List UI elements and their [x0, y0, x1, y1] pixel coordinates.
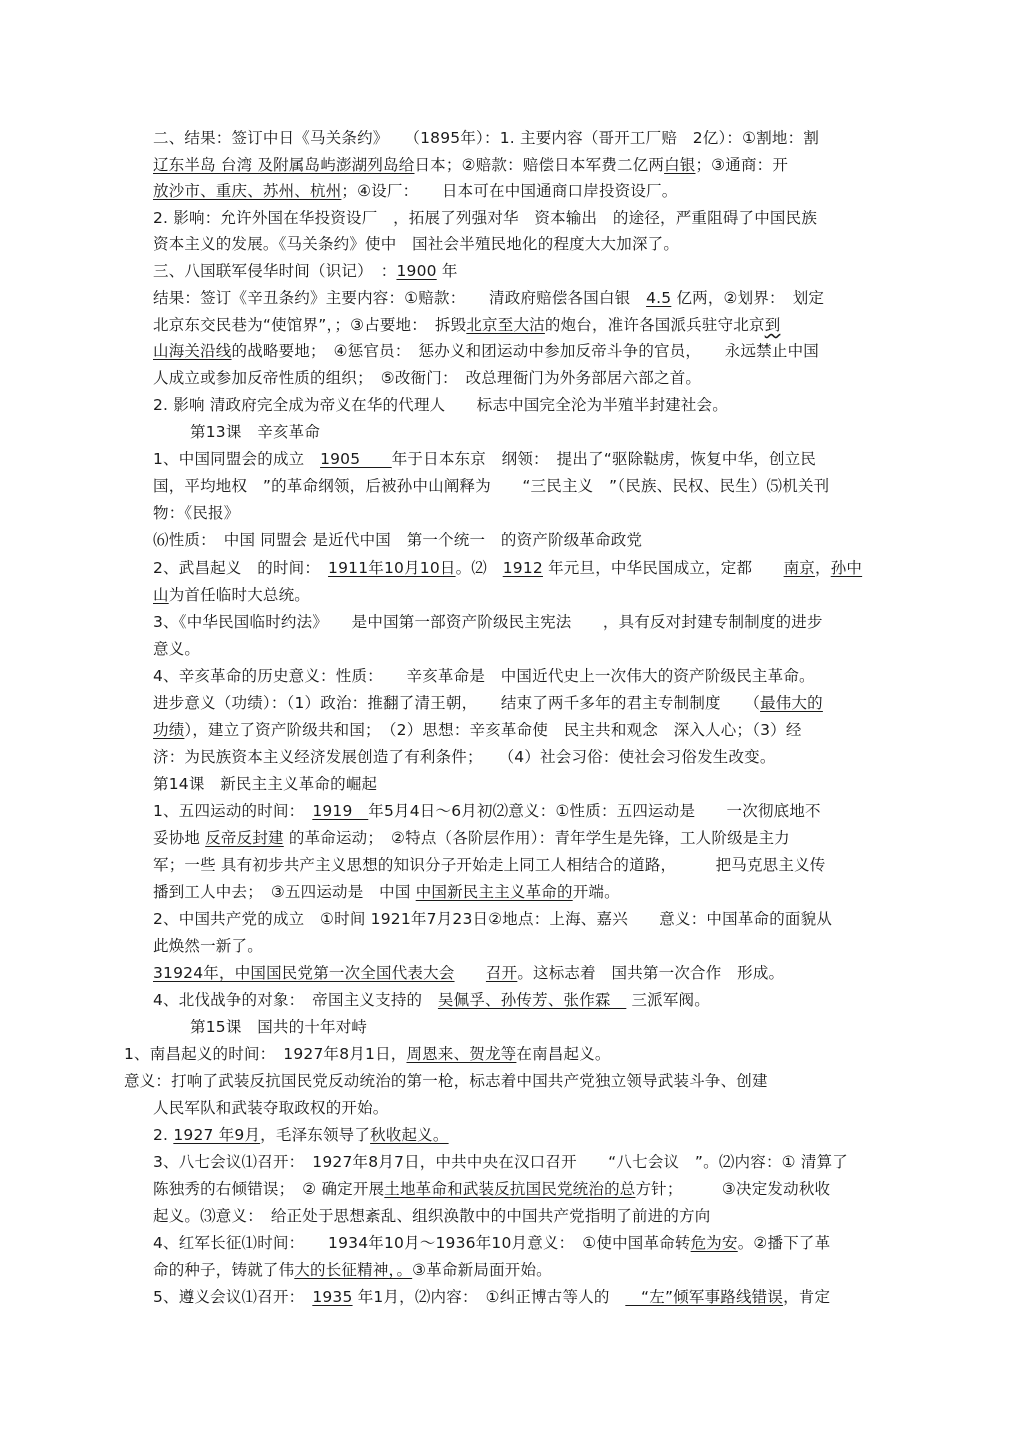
text-span: ③革命新局面开始。 — [412, 1261, 552, 1279]
text-span: 三、八国联军侵华时间（识记） ： — [153, 262, 397, 280]
text-span: 三派军阀。 — [626, 991, 710, 1009]
text-span: 人成立或参加反帝性质的组织； ⑤改衙门： 改总理衙门为外务部居六部之首。 — [153, 369, 702, 387]
text-line — [153, 395, 728, 415]
text-line — [153, 774, 377, 794]
underlined-text: 周恩来、贺龙等 — [406, 1045, 517, 1063]
text-span: ；③通商：开 — [695, 156, 789, 174]
underlined-text: 孙中 — [830, 559, 863, 577]
text-line — [153, 855, 825, 875]
text-span: 此焕然一新了。 — [153, 937, 263, 955]
text-span: 军；一些 具有初步共产主义思想的知识分子开始走上同工人相结合的道路， 把马克思主义传 — [153, 856, 826, 874]
text-line — [153, 503, 239, 523]
text-line — [153, 882, 620, 902]
text-span: 结果：签订《辛丑条约》主要内容：①赔款： 清政府赔偿各国白银 — [153, 289, 647, 307]
text-line — [153, 208, 817, 228]
text-line — [153, 155, 788, 175]
text-line — [153, 693, 823, 713]
text-line — [153, 639, 200, 659]
text-span: 妥协地 — [153, 829, 206, 847]
text-line — [153, 747, 776, 767]
text-span: 年5月4日～6月初⑵意义：①性质：五四运动是 一次彻底地不 — [368, 802, 821, 820]
text-span: 济：为民族资本主义经济发展创造了有利条件； （4）社会习俗：使社会习俗发生改变。 — [153, 748, 776, 766]
wavy-underlined-text: 到 — [764, 316, 781, 334]
text-span — [455, 964, 486, 982]
text-span: 第13课 辛亥革命 — [190, 423, 321, 441]
text-span: 年于日本东京 纲领： 提出了“驱除鞑虏，恢复中华，创立民 — [391, 450, 817, 468]
text-span: 5、遵义会议⑴召开： — [153, 1288, 313, 1306]
text-line — [153, 1206, 710, 1226]
text-span: 方针； ③决定发动秋收 — [635, 1180, 831, 1198]
text-span: 。⑵ — [455, 559, 503, 577]
text-line — [190, 422, 320, 442]
text-span: 开端。 — [572, 883, 620, 901]
underlined-text: 召开 — [485, 964, 518, 982]
text-span: 的战略要地； ④惩官员： 惩办义和团运动中参加反帝斗争的官员， 永远禁止中国 — [231, 342, 819, 360]
text-line — [153, 963, 784, 983]
text-line — [153, 128, 819, 148]
text-span: 第14课 新民主主义革命的崛起 — [153, 775, 378, 793]
underlined-text: 最伟大的 — [760, 694, 823, 712]
text-line — [153, 449, 816, 469]
text-line — [153, 476, 829, 496]
underlined-text: 1919 — [312, 802, 369, 820]
text-span: 2. 影响 清政府完全成为帝义在华的代理人 标志中国完全沦为半殖半封建社会。 — [153, 396, 728, 414]
text-span: 起义。⑶意义： 给正处于思想紊乱、组织涣散中的中国共产党指明了前进的方向 — [153, 1207, 711, 1225]
underlined-text: “左”倾军事路线错误 — [625, 1288, 784, 1306]
underlined-text: 危为安 — [690, 1234, 738, 1252]
underlined-text: 南京 — [783, 559, 816, 577]
text-span: 日本；②赔款：赔偿日本军费二亿两 — [414, 156, 665, 174]
text-line — [153, 936, 263, 956]
text-line — [153, 315, 780, 335]
text-line — [124, 1044, 611, 1064]
text-span: 播到工人中去； ③五四运动是 中国 — [153, 883, 416, 901]
text-span: 。这标志着 国共第一次合作 形成。 — [517, 964, 785, 982]
underlined-text: 4.5 — [646, 289, 672, 307]
text-span: ， — [815, 559, 831, 577]
underlined-text: 土地革命和武装反抗国民党统治的总 — [384, 1180, 636, 1198]
text-line — [153, 1098, 389, 1118]
underlined-text: 北京至大沽 — [466, 316, 545, 334]
underlined-text: 大的长征精神，。 — [294, 1261, 413, 1279]
text-span: 年 — [436, 262, 458, 280]
text-line — [153, 1152, 848, 1172]
text-span: 命的种子，铸就了伟 — [153, 1261, 295, 1279]
text-line — [153, 1233, 830, 1253]
text-span: 二、结果：签订中日《马关条约》 （1895年）：1. 主要内容（哥开工厂赔 2亿）：①割地：割 — [153, 129, 820, 147]
text-span: 。②播下了革 — [737, 1234, 831, 1252]
text-span: 陈独秀的右倾错误； ② 确定开展 — [153, 1180, 385, 1198]
text-span: 在南昌起义。 — [516, 1045, 611, 1063]
text-span: 4、北伐战争的对象： 帝国主义支持的 — [153, 991, 438, 1009]
text-line — [153, 181, 677, 201]
text-span: 国，平均地权 ”的革命纲领，后被孙中山阐释为 “三民主义 ”（民族、民权、民生）⑸机关刊 — [153, 477, 830, 495]
text-span: 人民军队和武装夺取政权的开始。 — [153, 1099, 389, 1117]
text-span: 3、八七会议⑴召开： 1927年8月7日，中共中央在汉口召开 “八七会议 ”。⑵内容：① 清算了 — [153, 1153, 848, 1171]
text-line — [153, 1260, 552, 1280]
text-span: 3、《中华民国临时约法》 是中国第一部资产阶级民主宪法 ，具有反对封建专制制度的进步 — [153, 613, 823, 631]
text-span: ），建立了资产阶级共和国； （2）思想：辛亥革命使 民主共和观念 深入人心；（3）经 — [184, 721, 802, 739]
text-span: 进步意义（功绩）：（1）政治：推翻了清王朝， 结束了两千多年的君主专制制度 （ — [153, 694, 761, 712]
text-span: ；④设厂： 日本可在中国通商口岸投资设厂。 — [341, 182, 678, 200]
text-line — [153, 720, 802, 740]
text-line — [190, 1017, 367, 1037]
text-span: 2、武昌起义 的时间： — [153, 559, 329, 577]
text-line — [153, 368, 701, 388]
text-line — [153, 612, 823, 632]
text-line — [153, 558, 862, 578]
underlined-text: 中国新民主主义革命的 — [415, 883, 573, 901]
text-span: ，毛泽东领导了 — [260, 1126, 371, 1144]
text-span: 4、辛亥革命的历史意义：性质： 辛亥革命是 中国近代史上一次伟大的资产阶级民主革命。 — [153, 667, 815, 685]
text-line — [153, 1179, 830, 1199]
text-line — [153, 1125, 449, 1145]
text-span: 1、南昌起义的时间： 1927年8月1日， — [124, 1045, 407, 1063]
text-span: 亿两，②划界： 划定 — [671, 289, 825, 307]
underlined-text: 反帝反封建 — [205, 829, 284, 847]
text-line — [124, 1071, 768, 1091]
text-span: ，肯定 — [783, 1288, 831, 1306]
text-span: 北京东交民巷为“使馆界”，；③占要地： 拆毁 — [153, 316, 467, 334]
text-span: 的炮台，准许各国派兵驻守北京 — [544, 316, 765, 334]
text-line — [153, 530, 642, 550]
underlined-text: 辽东半岛 台湾 及附属岛屿澎湖列岛给 — [153, 156, 415, 174]
text-span: 意义：打响了武装反抗国民党反动统治的第一枪，标志着中国共产党独立领导武装斗争、创建 — [124, 1072, 768, 1090]
underlined-text: 1905 — [320, 450, 392, 468]
text-span: 物：《民报》 — [153, 504, 240, 522]
text-span: ⑹性质： 中国 同盟会 是近代中国 第一个统一 的资产阶级革命政党 — [153, 531, 643, 549]
underlined-text: 白银 — [664, 156, 696, 174]
text-span: 4、红军长征⑴时间： 1934年10月～1936年10月意义： ①使中国革命转 — [153, 1234, 691, 1252]
text-span: 2、中国共产党的成立 ①时间 1921年7月23日②地点：上海、嘉兴 意义：中国革命的面貌从 — [153, 910, 833, 928]
text-line — [153, 1287, 830, 1307]
text-span: 意义。 — [153, 640, 201, 658]
underlined-text: 1927 年9月 — [173, 1126, 261, 1144]
text-span: 资本主义的发展。《马关条约》使中 国社会半殖民地化的程度大大加深了。 — [153, 235, 680, 253]
underlined-text: 1911年10月10日 — [328, 559, 456, 577]
text-line — [153, 234, 679, 254]
text-line — [153, 801, 821, 821]
text-span: 2. — [153, 1126, 174, 1144]
text-line — [153, 341, 819, 361]
text-line — [153, 288, 824, 308]
text-line — [153, 828, 790, 848]
text-line — [153, 990, 710, 1010]
underlined-text: 1935 — [312, 1288, 353, 1306]
underlined-text: 秋收起义。 — [370, 1126, 449, 1144]
underlined-text: 1900 — [396, 262, 437, 280]
underlined-text: 31924年，中国国民党第一次全国代表大会 — [153, 964, 455, 982]
text-span: 年1月，⑵内容： ①纠正博古等人的 — [352, 1288, 626, 1306]
underlined-text: 山 — [153, 586, 169, 604]
text-span: 2. 影响：允许外国在华投资设厂 ，拓展了列强对华 资本输出 的途径，严重阻碍了中国民族 — [153, 209, 818, 227]
text-span: 年元旦，中华民国成立，定都 — [542, 559, 784, 577]
text-span: 第15课 国共的十年对峙 — [190, 1018, 368, 1036]
underlined-text: 吴佩孚、孙传芳、张作霖 — [437, 991, 627, 1009]
text-line — [153, 261, 458, 281]
underlined-text: 功绩 — [153, 721, 185, 739]
text-line — [153, 585, 310, 605]
text-line — [153, 666, 815, 686]
text-span: 1、中国同盟会的成立 — [153, 450, 321, 468]
text-span: 为首任临时大总统。 — [168, 586, 311, 604]
underlined-text: 放沙市、重庆、苏州、杭州 — [153, 182, 342, 200]
text-line — [153, 909, 832, 929]
text-span: 的革命运动； ②特点（各阶层作用）：青年学生是先锋，工人阶级是主力 — [283, 829, 790, 847]
underlined-text: 1912 — [502, 559, 543, 577]
text-span: 1、五四运动的时间： — [153, 802, 313, 820]
underlined-text: 山海关沿线 — [153, 342, 232, 360]
